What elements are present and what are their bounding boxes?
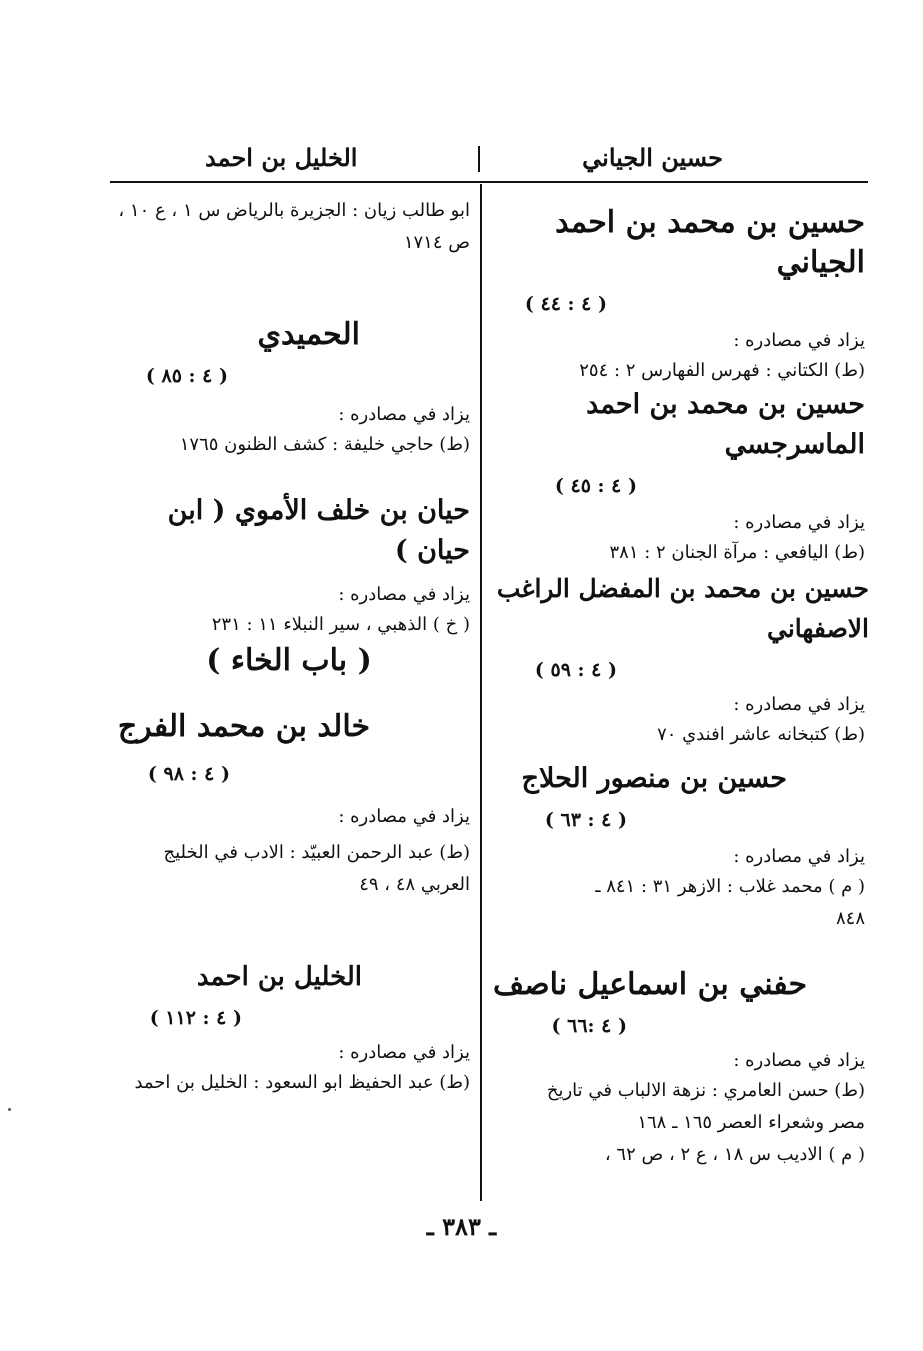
source-line: (ط) اليافعي : مرآة الجنان ٢ : ٣٨١ bbox=[609, 542, 865, 563]
entry-title: خالد بن محمد الفرج bbox=[117, 709, 370, 744]
page-number: ـ ٣٨٣ ـ bbox=[426, 1212, 497, 1241]
continuation-line: ص ١٧١٤ bbox=[403, 232, 470, 253]
source-line: (ط) الكتاني : فهرس الفهارس ٢ : ٢٥٤ bbox=[579, 360, 865, 381]
source-line: ( م ) محمد غلاب : الازهر ٣١ : ٨٤١ ـ bbox=[595, 876, 865, 897]
entry-reference: ( ٤ : ٥٩ ) bbox=[534, 659, 617, 681]
entry-reference: ( ٤ :٦٦ ) bbox=[551, 1015, 627, 1037]
margin-speck bbox=[8, 1108, 11, 1111]
source-line: (ط) عبد الحفيظ ابو السعود : الخليل بن احمد bbox=[134, 1072, 470, 1093]
header-rule bbox=[110, 181, 868, 183]
entry-title: حسين بن محمد بن المفضل الراغب الاصفهاني bbox=[496, 574, 869, 643]
running-header-right: حسين الجياني bbox=[582, 143, 723, 172]
source-line: ( خ ) الذهبي ، سير النبلاء ١١ : ٢٣١ bbox=[211, 614, 470, 635]
entry-reference: ( ٤ : ٤٥ ) bbox=[554, 475, 637, 497]
source-line: (ط) حاجي خليفة : كشف الظنون ١٧٦٥ bbox=[179, 434, 470, 455]
entry-reference: ( ٤ : ٤٤ ) bbox=[524, 293, 607, 315]
entry-title: حيان بن خلف الأموي ( ابن حيان ) bbox=[167, 495, 470, 566]
entry bbox=[108, 491, 470, 641]
sources-label: يزاد في مصادره : bbox=[338, 1042, 470, 1063]
entry-title: الحميدي bbox=[257, 317, 360, 352]
entry bbox=[108, 707, 470, 957]
sources-label: يزاد في مصادره : bbox=[338, 404, 470, 425]
entry-title: حسين بن محمد بن احمد الماسرجسي bbox=[586, 389, 865, 460]
source-line: (ط) كتبخانه عاشر افندي ٧٠ bbox=[657, 724, 865, 745]
entry bbox=[480, 965, 865, 1171]
entry bbox=[480, 569, 869, 759]
sources-label: يزاد في مصادره : bbox=[733, 1050, 865, 1071]
entry bbox=[480, 203, 865, 385]
sources-label: يزاد في مصادره : bbox=[338, 584, 470, 605]
source-line: ٨٤٨ bbox=[835, 908, 865, 929]
source-line: (ط) حسن العامري : نزهة الالباب في تاريخ bbox=[546, 1080, 865, 1101]
continuation-text bbox=[108, 195, 470, 315]
left-column bbox=[108, 195, 470, 1099]
source-line: العربي ٤٨ ، ٤٩ bbox=[359, 874, 470, 895]
entry bbox=[480, 759, 865, 965]
sources-label: يزاد في مصادره : bbox=[733, 330, 865, 351]
entry-title: الخليل بن احمد bbox=[196, 962, 362, 992]
sources-label: يزاد في مصادره : bbox=[338, 806, 470, 827]
sources-label: يزاد في مصادره : bbox=[733, 694, 865, 715]
entry-reference: ( ٤ : ٨٥ ) bbox=[145, 365, 228, 387]
source-line: مصر وشعراء العصر ١٦٥ ـ ١٦٨ bbox=[637, 1112, 865, 1133]
continuation-line: ابو طالب زيان : الجزيرة بالرياض س ١ ، ع ١٠ ، bbox=[118, 200, 470, 221]
entry-reference: ( ٤ : ٩٨ ) bbox=[147, 763, 230, 785]
right-column bbox=[480, 195, 869, 1171]
entry bbox=[480, 385, 865, 569]
entry-reference: ( ٤ : ١١٢ ) bbox=[149, 1007, 242, 1029]
header-divider-tick bbox=[478, 146, 480, 172]
section-heading: ( باب الخاء ) bbox=[206, 643, 372, 678]
source-line: (ط) عبد الرحمن العبيّد : الادب في الخليج bbox=[163, 842, 470, 863]
entry bbox=[108, 957, 470, 1099]
sources-label: يزاد في مصادره : bbox=[733, 846, 865, 867]
entry bbox=[108, 315, 470, 491]
entry-title: حسين بن محمد بن احمد الجياني bbox=[555, 205, 865, 280]
running-header-left: الخليل بن احمد bbox=[205, 143, 358, 172]
entry-title: حفني بن اسماعيل ناصف bbox=[493, 967, 807, 1002]
sources-label: يزاد في مصادره : bbox=[733, 512, 865, 533]
entry-reference: ( ٤ : ٦٣ ) bbox=[544, 809, 627, 831]
entry-title: حسين بن منصور الحلاج bbox=[521, 763, 787, 794]
source-line: ( م ) الاديب س ١٨ ، ع ٢ ، ص ٦٢ ، bbox=[604, 1144, 865, 1165]
